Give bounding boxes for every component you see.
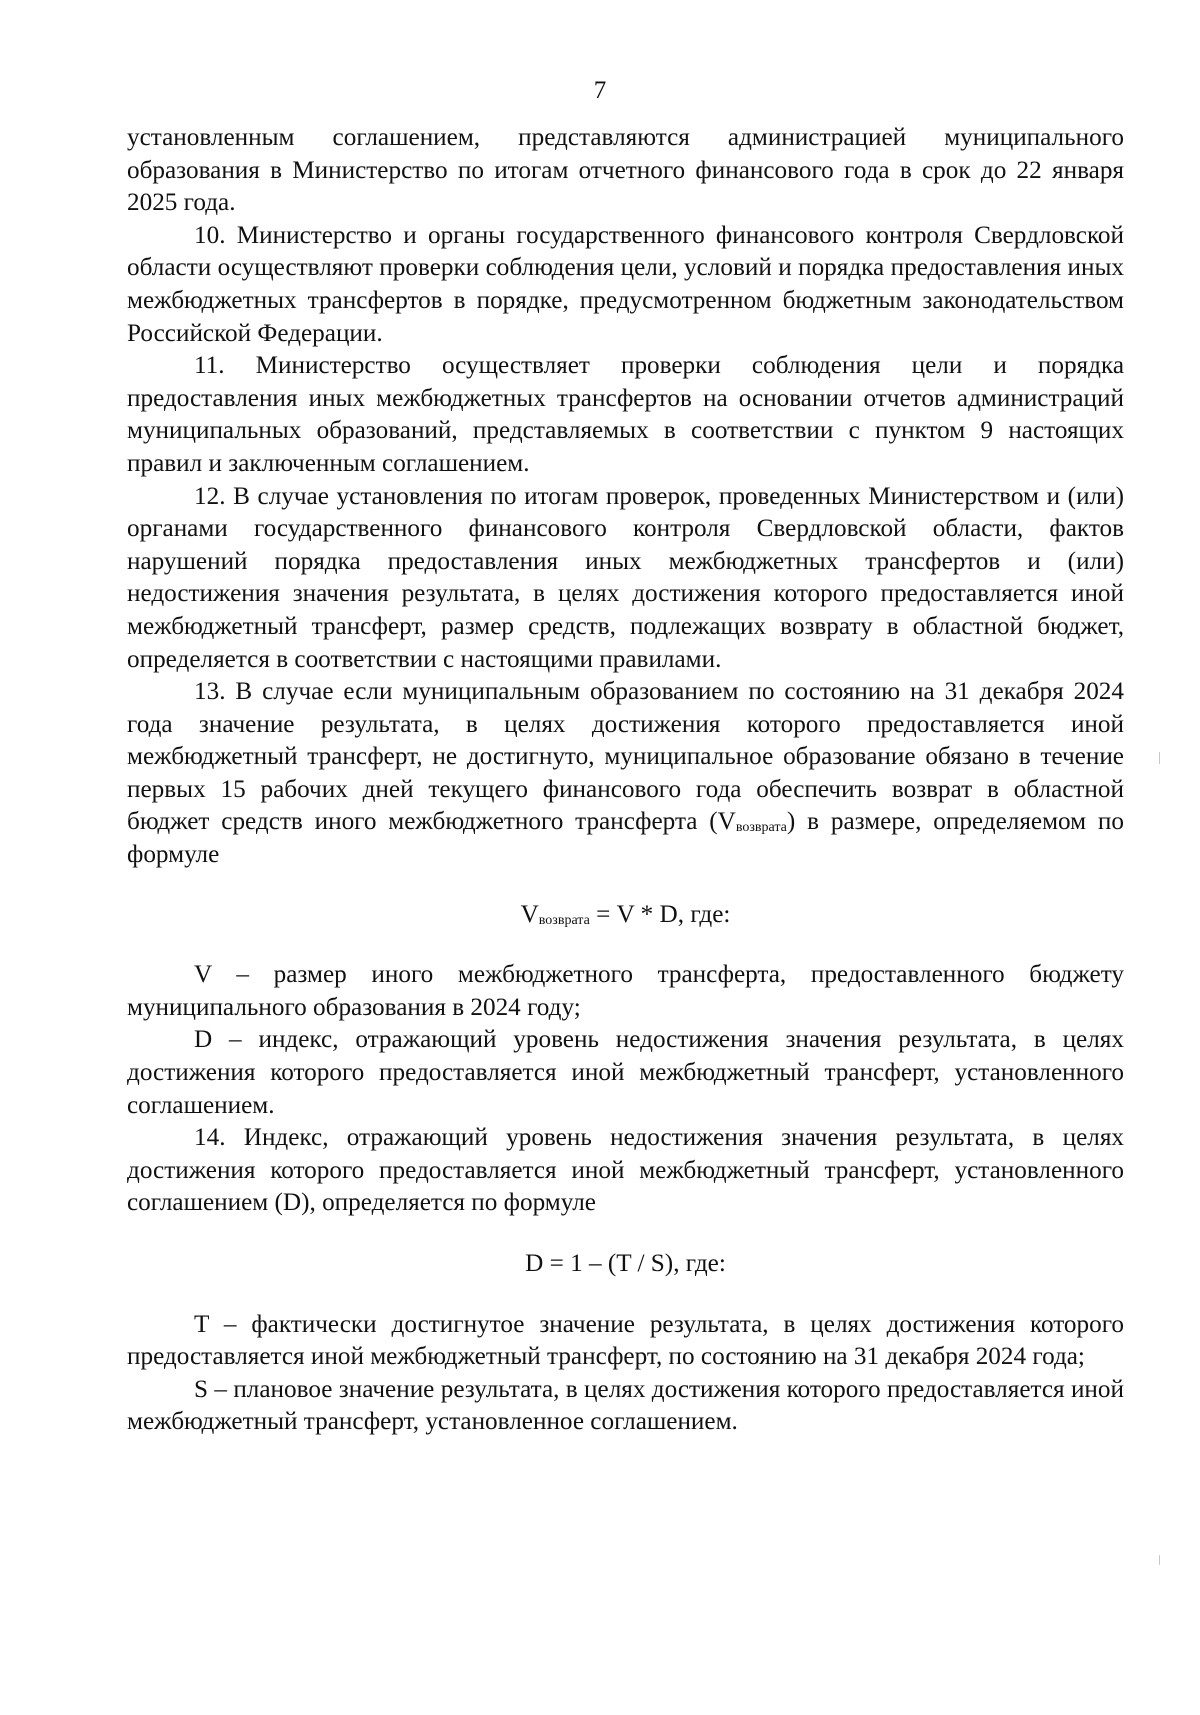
definition-d: D – индекс, отражающий уровень недостижения значения результата, в целях достижения которого предоставляется иной межбюджетный трансферт, установленного соглашением. xyxy=(127,1026,1124,1119)
formula-1-lhs: V xyxy=(520,900,539,928)
paragraph-11: 11. Министерство осуществляет проверки соблюдения цели и порядка предоставления иных межбюджетных трансфертов на основании отчетов администраций муниципальных образований, представляемых в соответствии с пунктом 9 настоящих правил и заключенным соглашением. xyxy=(127,352,1124,477)
paragraph-12: 12. В случае установления по итогам проверок, проведенных Министерством и (или) органами государственного финансового контроля Свердловской области, фактов нарушений порядка предоставления иных межбюджетных трансфертов и (или) недостижения значения результата, в целях достижения которого предоставляется иной межбюджетный трансферт, размер средств, подлежащих возврату в областной бюджет, определяется в соответствии с настоящими правилами. xyxy=(127,482,1124,673)
paragraph-13-text-end: ) в размере, определяемом по формуле xyxy=(127,808,1124,869)
definition-v: V – размер иного межбюджетного трансферта, предоставленного бюджету муниципального образования в 2024 году; xyxy=(127,961,1124,1021)
paragraph-continuation: установленным соглашением, представляются администрацией муниципального образования в Министерство по итогам отчетного финансового года в срок до 22 января 2025 года. xyxy=(127,124,1124,217)
paragraph-13-text: 13. В случае если муниципальным образованием по состоянию на 31 декабря 2024 года значение результата, в целях достижения которого предоставляется иной межбюджетный трансферт, не достигнуто, муниципальное образование обязано в течение первых 15 рабочих дней текущего финансового года обеспечить возврат в областной бюджет средств иного межбюджетного трансферта (V xyxy=(127,678,1124,836)
formula-index: D = 1 – (T / S), где: xyxy=(525,1250,726,1277)
document-body xyxy=(127,122,1124,1439)
paragraph-14: 14. Индекс, отражающий уровень недостижения значения результата, в целях достижения которого предоставляется иной межбюджетный трансферт, установленного соглашением (D), определяется по формуле xyxy=(127,1124,1124,1217)
definition-t: T – фактически достигнутое значение результата, в целях достижения которого предоставляется иной межбюджетный трансферт, по состоянию на 31 декабря 2024 года; xyxy=(127,1310,1124,1371)
paragraph-10: 10. Министерство и органы государственного финансового контроля Свердловской области осуществляют проверки соблюдения цели, условий и порядка предоставления иных межбюджетных трансфертов в порядке, предусмотренном бюджетным законодательством Российской Федерации. xyxy=(127,221,1124,347)
page-number: 7 xyxy=(593,77,607,104)
paragraph-13-subscript: возврата xyxy=(735,820,787,836)
formula-1-rhs: = V * D, где: xyxy=(589,900,731,928)
scan-artifact-mark xyxy=(1159,752,1160,764)
formula-return-amount xyxy=(127,872,1124,960)
paragraph-13 xyxy=(127,676,1124,872)
formula-1-subscript: возврата xyxy=(538,912,590,928)
scan-artifact-mark xyxy=(1159,1555,1160,1565)
definition-s: S – плановое значение результата, в целях достижения которого предоставляется иной межбюджетный трансферт, установленное соглашением. xyxy=(127,1375,1124,1436)
